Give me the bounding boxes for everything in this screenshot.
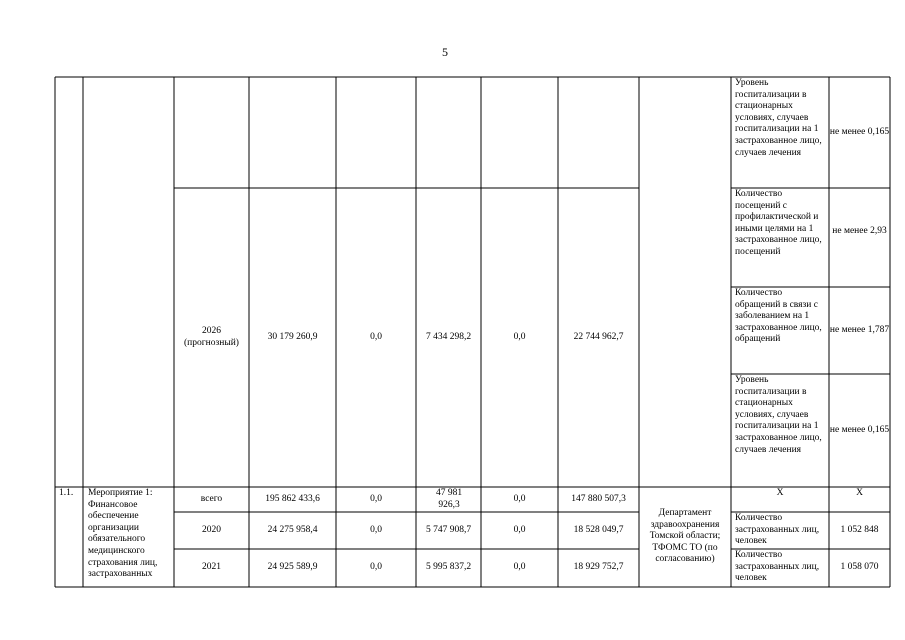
- extra-2026: 22 744 962,7: [573, 331, 624, 342]
- federal-2026: 0,0: [370, 331, 382, 342]
- extra-cell: 18 929 752,7: [573, 562, 624, 573]
- indicator-cell: Количество застрахованных лиц, человек: [735, 550, 820, 584]
- local-2026: 0,0: [513, 331, 526, 342]
- indicator-value: не менее 0,165: [829, 425, 890, 436]
- year-cell: всего: [200, 493, 223, 504]
- total-cell: 24 275 958,4: [267, 524, 318, 535]
- total-cell: 24 925 589,9: [267, 562, 318, 573]
- local-cell: 0,0: [513, 524, 526, 535]
- indicator-name: Уровень госпитализации в стационарных условиях, случаев госпитализации на 1 застрахованное лицо, случаев лечения: [735, 78, 822, 158]
- regional-2026: 7 434 298,2: [425, 331, 472, 342]
- federal-cell: 0,0: [370, 524, 382, 535]
- local-cell: 0,0: [513, 493, 526, 504]
- page-number: 5: [442, 45, 448, 59]
- federal-cell: 0,0: [370, 562, 382, 573]
- indicator-cell: Количество застрахованных лиц, человек: [735, 513, 820, 547]
- indicator-name: Уровень госпитализации в стационарных условиях, случаев госпитализации на 1 застрахованное лицо, случаев лечения: [735, 375, 822, 455]
- total-cell: 195 862 433,6: [265, 493, 320, 504]
- local-cell: 0,0: [513, 562, 526, 573]
- year-cell: 2020: [202, 524, 221, 535]
- federal-cell: 0,0: [370, 493, 382, 504]
- regional-cell: 47 981 926,3: [435, 487, 463, 510]
- indicator-value: не менее 0,165: [829, 127, 890, 138]
- indicator-value: не менее 1,787: [829, 325, 890, 336]
- indicator-value-cell: 1 058 070: [840, 562, 879, 573]
- extra-cell: 147 880 507,3: [571, 493, 626, 504]
- measure-name: Мероприятие 1: Финансовое обеспечение организации обязательного медицинского страхования лиц, застрахованных: [88, 488, 158, 580]
- indicator-value: не менее 2,93: [832, 226, 887, 236]
- year-2026: 2026 (прогнозный): [184, 325, 239, 348]
- indicator-name: Количество посещений с профилактической и иными целями на 1 застрахованное лицо, посещений: [735, 189, 822, 257]
- extra-cell: 18 528 049,7: [573, 524, 624, 535]
- regional-cell: 5 995 837,2: [425, 562, 472, 573]
- indicator-value-cell: X: [856, 488, 863, 498]
- indicator-cell: X: [776, 488, 784, 498]
- year-cell: 2021: [202, 562, 221, 573]
- measure-executor: Департамент здравоохранения Томской области; ТФОМС ТО (по согласованию): [649, 508, 721, 565]
- regional-cell: 5 747 908,7: [425, 524, 472, 535]
- measure-number: 1.1.: [59, 488, 74, 498]
- indicator-value-cell: 1 052 848: [840, 524, 879, 535]
- indicator-name: Количество обращений в связи с заболеванием на 1 застрахованное лицо, обращений: [735, 288, 822, 345]
- total-2026: 30 179 260,9: [267, 331, 318, 342]
